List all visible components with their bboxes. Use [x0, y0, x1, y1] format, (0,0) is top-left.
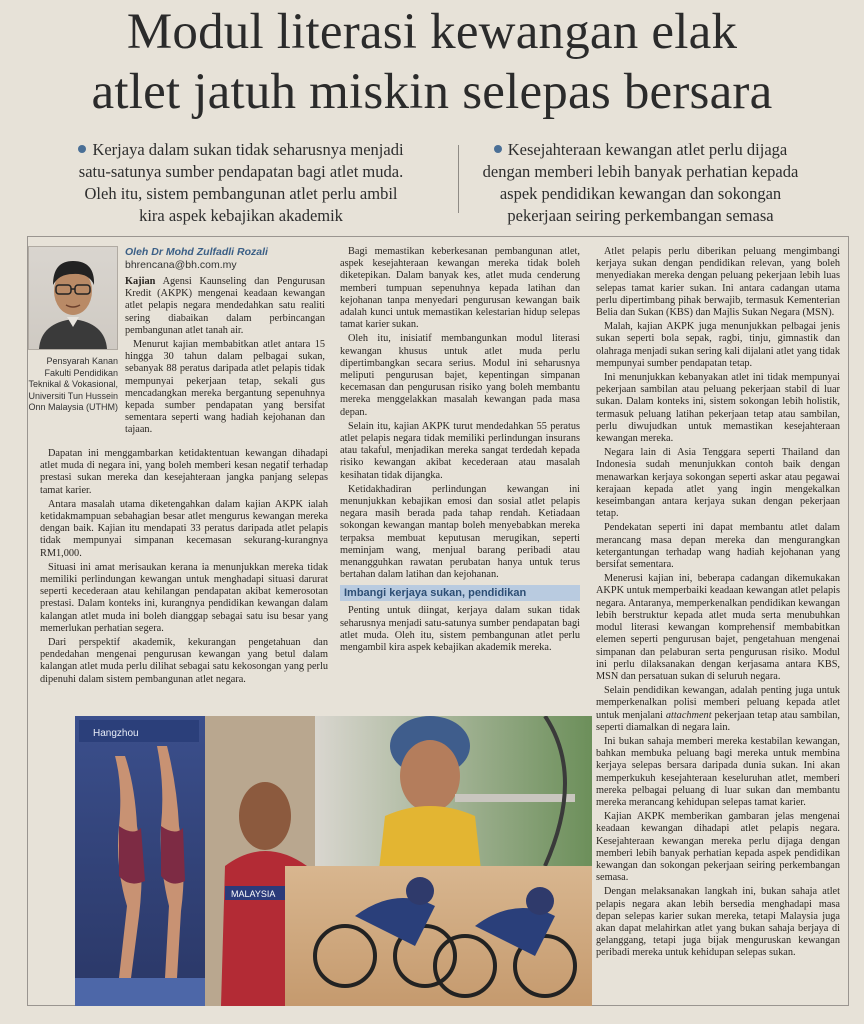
deck-left-text: Kerjaya dalam sukan tidak seharusnya menjadi satu-satunya sumber pendapatan bagi atlet muda. Oleh itu, sistem pembangunan atlet perlu ambil kira aspek kebajikan akademik [78, 140, 404, 225]
paragraph: Situasi ini amat merisaukan kerana ia menunjukkan mereka tidak memiliki perlindungan kewangan untuk menghadapi situasi darurat seperti kecederaan atau kehilangan pendapatan akibat kemerosotan prestasi. Dalam konteks ini, kurangnya pendidikan kewangan dalam kalangan atlet muda ini boleh dianggap sebagai satu isu besar yang memerlukan perhatian segera. [40, 561, 328, 634]
deck-right-text: Kesejahteraan kewangan atlet perlu dijaga dengan memberi lebih banyak perhatian kepada aspek pendidikan kewangan dan sokongan pekerjaan seiring perkembangan semasa [482, 140, 799, 225]
column-3 [596, 246, 840, 1000]
athletes-collage-image [75, 716, 592, 1006]
bullet-dot-icon [78, 145, 86, 153]
paragraph: Malah, kajian AKPK juga menunjukkan pelbagai jenis sukan seperti bola sepak, ragbi, tinju, gimnastik dan olahraga menjadi sukan sering kali dijalani atlet yang tidak mempunyai sumber pendapatan tetap. [596, 321, 840, 369]
headline-line-2: atlet jatuh miskin selepas bersara [91, 64, 773, 120]
paragraph: Menerusi kajian ini, beberapa cadangan dikemukakan AKPK untuk memperbaiki keadaan kewangan atlet pelapis negara. Antaranya, memperkenalkan pendidikan kewangan lebih berstruktur kepada atlet muda serta menubuhkan modul literasi kewangan komprehensif membabitkan elemen seperti pengurusan bajet, pengetahuan mengenai simpanan dan pelaburan serta pengurusan risiko. Modul ini perlu dilaksanakan dengan kerjasama antara KBS, MSN dan persatuan sukan di seluruh negara. [596, 573, 840, 682]
photo-banner-text: Hangzhou [93, 728, 139, 739]
paragraph: Dengan melaksanakan langkah ini, bukan sahaja atlet pelapis negara akan lebih bersedia menghadapi masa depan selepas karier sukan mereka, tetapi Malaysia juga akan dapat melahirkan atlet yang bukan sahaja berjaya di gelanggang, tetapi juga bijak menguruskan kewangan peribadi mereka untuk kehidupan selepas sukan. [596, 886, 840, 959]
paragraph: Menurut kajian membabitkan atlet antara 15 hingga 30 tahun dalam pelbagai sukan, sebanyak 88 peratus daripada atlet pelapis tidak mempunyai pekerjaan tetap, sekali gus mencadangkan mereka bergantung sepenuhnya kepada sumber pendapatan yang bersifat sementara seperti wang hadiah kejohanan dan tajaan. [125, 339, 325, 436]
paragraph: Oleh itu, inisiatif membangunkan modul literasi kewangan khusus untuk atlet muda perlu dipertimbangkan secara serius. Modul ini seharusnya meliputi pengurusan bajet, kepentingan simpanan kecemasan dan pengurusan risiko yang boleh membantu mereka menggelakkan masalah kewangan pada masa depan. [340, 333, 580, 418]
paragraph: Dari perspektif akademik, kekurangan pengetahuan dan pendedahan mengenai pengurusan kewangan yang betul dalam kalangan atlet muda perlu dilihat sebagai satu kekosongan yang perlu dipenuhi dalam sistem pembangunan atlet negara. [40, 637, 328, 685]
deck-left [76, 139, 406, 227]
paragraph: Pendekatan seperti ini dapat membantu atlet dalam merancang masa depan mereka dan mengurangkan ketergantungan terhadap wang hadiah kejohanan yang bersifat sementara. [596, 522, 840, 571]
paragraph: Penting untuk diingat, kerjaya dalam sukan tidak seharusnya menjadi satu-satunya sumber pendapatan bagi atlet muda. Oleh itu, sistem pembangunan atlet perlu mengambil kira aspek kebajikan akademik mereka. [340, 605, 580, 654]
deck-divider [458, 145, 459, 213]
author-email: bhrencana@bh.com.my [125, 259, 237, 271]
paragraph: Antara masalah utama diketengahkan dalam kajian AKPK ialah ketidakmampuan sebahagian besar atlet mengurus kewangan mereka dengan baik. Kajian itu mendapati 33 peratus daripada atlet pelapis tidak mempunyai simpanan kecemasan sekurang-kurangnya RM1,000. [40, 498, 328, 559]
sports-photo-collage [75, 716, 592, 1006]
deck-right [468, 139, 813, 227]
column-1-bottom [40, 448, 328, 716]
paragraph: Ketidakhadiran perlindungan kewangan ini menunjukkan kebajikan emosi dan sosial atlet pelapis negara masih berada pada tahap rendah. Ketiadaan sokongan kewangan mantap boleh menyebabkan mereka terpaksa membuat keputusan merugikan, seperti meminjam wang, menjual barang peribadi atau menangguhkan rawatan perubatan hanya untuk terus bertahan dalam latihan dan kejohanan. [340, 483, 580, 581]
section-subhead: Imbangi kerjaya sukan, pendidikan [340, 585, 580, 601]
paragraph: Selain pendidikan kewangan, adalah penting juga untuk memperkenalkan polisi memberi peluang kepada atlet untuk menjalani attachment pekerjaan tetap atau sambilan, seperti diamalkan di negara lain. [596, 685, 840, 733]
paragraph: Dapatan ini menggambarkan ketidaktentuan kewangan dihadapi atlet muda di negara ini, yang boleh memberi kesan negatif terhadap prestasi sukan mereka dan kesejahteraan jangka panjang selepas tamat karier. [40, 448, 328, 496]
author-name: Oleh Dr Mohd Zulfadli Rozali [125, 246, 268, 258]
paragraph: Negara lain di Asia Tenggara seperti Thailand dan Indonesia sudah menunjukkan contoh baik dengan menawarkan kerjaya sokongan seperti askar atau pegawai kerajaan kepada atlet yang ingin mengekalkan keseimbangan antara kerjaya sukan dengan pekerjaan tetap. [596, 447, 840, 520]
column-1-top [125, 276, 325, 446]
column-2 [340, 246, 580, 714]
author-photo [28, 246, 118, 350]
paragraph: Selain itu, kajian AKPK turut mendedahkan 55 peratus atlet pelapis negara tidak memiliki perlindungan insurans atau takaful, menjadikan mereka sangat terdedah kepada risiko kewangan akibat kecederaan atau masalah kesihatan tidak dijangka. [340, 420, 580, 481]
paragraph: Ini bukan sahaja memberi mereka kestabilan kewangan, bahkan membuka peluang bagi mereka untuk membina kerjaya selepas bersara daripada dunia sukan. Ini akan memperkukuh kesejahteraan keseluruhan atlet, memberi mereka pelbagai peluang di luar sukan dan membantu mereka merancang kehidupan selepas tamat karier. [596, 735, 840, 808]
jersey-text: MALAYSIA [231, 889, 276, 899]
author-portrait-icon [29, 247, 117, 349]
paragraph: Kajian AKPK memberikan gambaran jelas mengenai keadaan kewangan dihadapi atlet pelapis negara. Kesejahteraan kewangan mereka perlu dijaga dengan memberi lebih banyak perhatian kepada aspek pendidikan kewangan dan sokongan pekerjaan seiring perkembangan semasa. [596, 811, 840, 884]
bullet-dot-icon [494, 145, 502, 153]
headline-line-1: Modul literasi kewangan elak [126, 4, 738, 60]
paragraph: Ini menunjukkan kebanyakan atlet ini tidak mempunyai pekerjaan sambilan atau peluang pekerjaan stabil di luar sukan. Dalam konteks ini, sistem sokongan lebih holistik, termasuk peluang latihan pekerjaan tetap atau sambilan, perlu diwujudkan untuk memastikan kesejahteraan kewangan mereka. [596, 372, 840, 445]
byline [125, 246, 268, 272]
lead-word: Kajian [125, 276, 156, 287]
author-caption: Pensyarah Kanan Fakulti Pendidikan Teknikal & Vokasional, Universiti Tun Hussein Onn Malaysia (UTHM) [28, 356, 118, 412]
paragraph: Kajian Agensi Kaunseling dan Pengurusan Kredit (AKPK) mengenai keadaan kewangan atlet pelapis negara mendedahkan satu realiti sering diabaikan dalam perbincangan pembangunan atlet tanah air. [125, 276, 325, 336]
paragraph: Atlet pelapis perlu diberikan peluang mengimbangi kerjaya sukan dengan pendidikan relevan, yang boleh menyediakan mereka dengan peluang pekerjaan lebih luas selepas tamat karier sukan. Ini antara cadangan utama perlu dipertimbang pihak berwajib, termasuk Kementerian Belia dan Sukan (KBS) dan Majlis Sukan Negara (MSN). [596, 246, 840, 319]
paragraph: Bagi memastikan keberkesanan pembangunan atlet, aspek kesejahteraan kewangan mereka tidak boleh diketepikan. Dalam banyak kes, atlet muda cenderung memberi tumpuan sepenuhnya kepada latihan dan kejohanan tanpa menyedari pengurusan kewangan baik adalah kunci untuk memastikan kelestarian hidup selepas tamat karier sukan. [340, 246, 580, 331]
